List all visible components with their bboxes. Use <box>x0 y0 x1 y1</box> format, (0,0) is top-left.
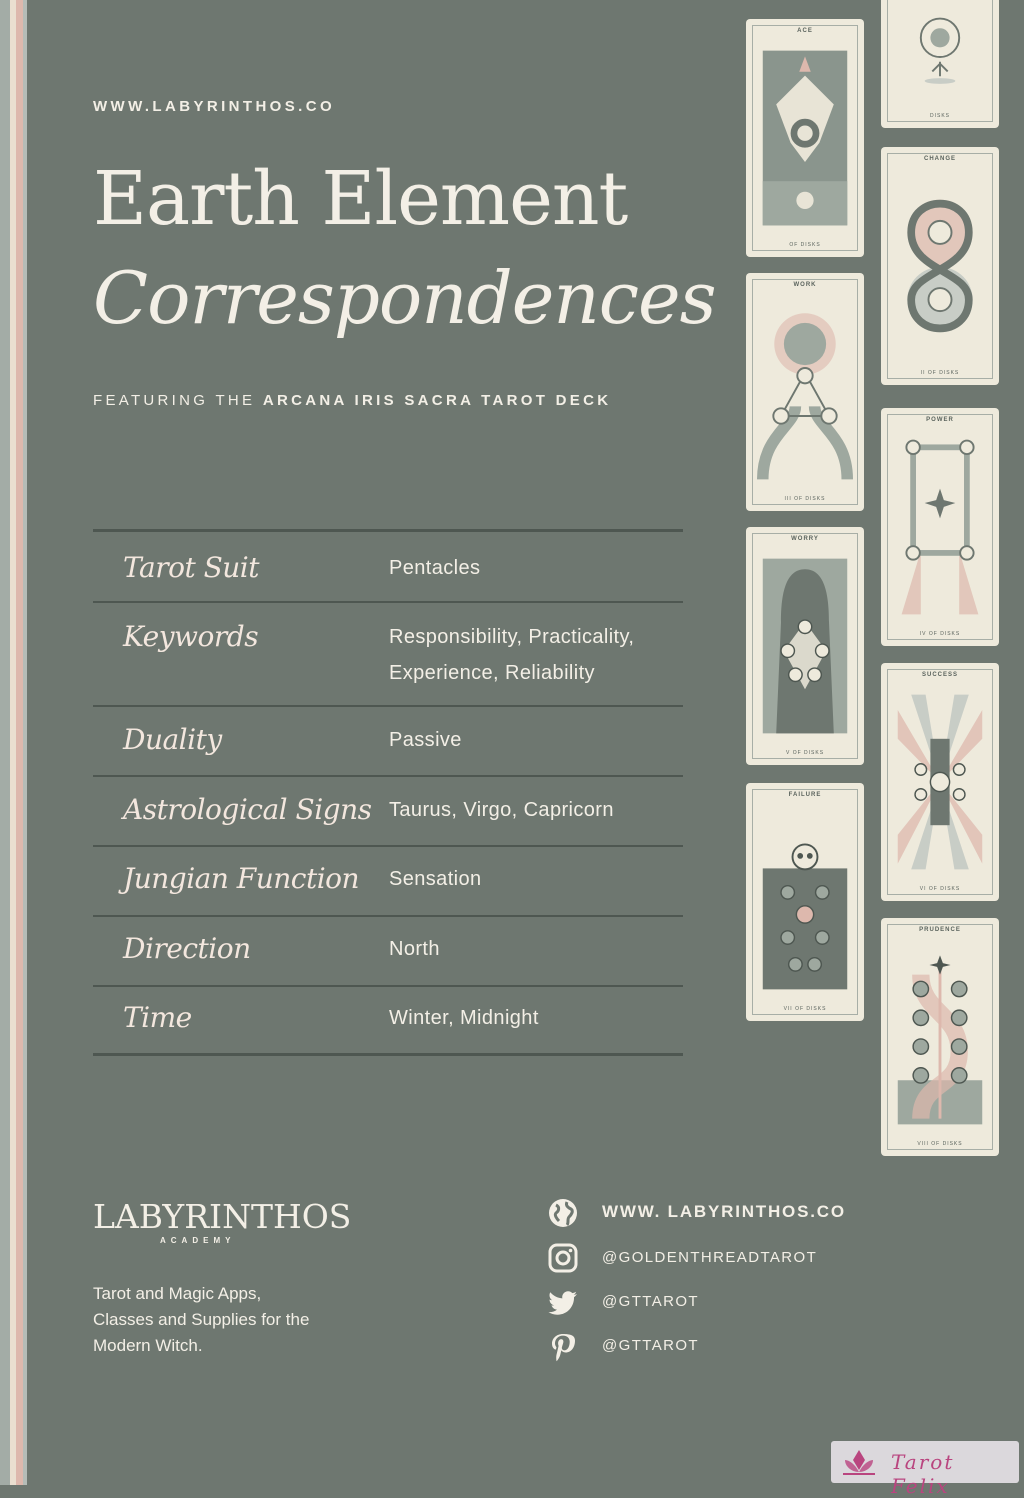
card-footer: III OF DISKS <box>784 496 826 502</box>
card-title: FAILURE <box>788 792 822 798</box>
card-art-change <box>892 158 988 374</box>
page-title-line1: Earth Element <box>93 156 628 242</box>
featuring-line <box>93 392 611 409</box>
row-value <box>389 550 480 586</box>
row-value <box>389 1000 539 1036</box>
card-art-work <box>757 284 853 500</box>
card-footer: V OF DISKS <box>785 750 825 756</box>
card-footer: VIII OF DISKS <box>917 1141 963 1147</box>
card-footer: IV OF DISKS <box>919 631 961 637</box>
tarot-card-worry <box>746 527 864 765</box>
tarot-card-power <box>881 408 999 646</box>
website-link[interactable]: WWW. LABYRINTHOS.CO <box>602 1202 846 1221</box>
card-art-prudence <box>892 929 988 1145</box>
table-row <box>93 917 683 987</box>
value-line: Sensation <box>389 868 482 890</box>
card-title: PRUDENCE <box>919 927 961 933</box>
value-line: Experience, Reliability <box>389 662 595 684</box>
correspondence-table <box>93 529 683 1056</box>
card-title: ACE <box>797 28 813 34</box>
tarot-card-change <box>881 147 999 385</box>
table-row <box>93 603 683 707</box>
value-line: North <box>389 938 440 960</box>
card-footer: II OF DISKS <box>920 370 960 376</box>
card-footer: OF DISKS <box>789 242 821 248</box>
tarot-card-success <box>881 663 999 901</box>
card-art-failure <box>757 794 853 1010</box>
card-title: CHANGE <box>923 156 956 162</box>
twitter-icon <box>547 1287 579 1319</box>
site-url[interactable]: WWW.LABYRINTHOS.CO <box>93 98 336 115</box>
tarot-card-failure <box>746 783 864 1021</box>
pinterest-handle[interactable]: @GTTAROT <box>602 1337 699 1354</box>
card-art-worry <box>757 538 853 754</box>
tarot-card-prudence <box>881 918 999 1156</box>
featuring-deck: ARCANA IRIS SACRA TAROT DECK <box>262 392 612 409</box>
twitter-handle[interactable]: @GTTAROT <box>602 1293 699 1310</box>
card-title: WORRY <box>791 536 819 542</box>
tarot-card-disks <box>881 0 999 128</box>
card-art-success <box>892 674 988 890</box>
card-title: WORK <box>793 282 817 288</box>
tagline-line: Tarot and Magic Apps, <box>93 1284 262 1303</box>
page-title-line2: Correspondences <box>93 256 716 340</box>
card-footer: VII OF DISKS <box>783 1006 827 1012</box>
instagram-handle[interactable]: @GOLDENTHREADTAROT <box>602 1249 818 1266</box>
watermark <box>831 1441 1019 1498</box>
row-label: Direction <box>123 932 251 965</box>
row-value <box>389 861 482 897</box>
table-row <box>93 707 683 777</box>
row-label: Astrological Signs <box>123 793 372 826</box>
pinterest-icon <box>547 1331 579 1363</box>
row-value <box>389 722 462 758</box>
featuring-prefix: FEATURING THE <box>93 392 263 409</box>
logo-subtitle: ACADEMY <box>160 1236 236 1245</box>
card-title: POWER <box>926 417 954 423</box>
tarot-card-ace <box>746 19 864 257</box>
table-row <box>93 532 683 603</box>
value-line: Passive <box>389 729 462 751</box>
card-art-disks <box>892 0 988 117</box>
row-label: Duality <box>123 723 222 756</box>
table-row <box>93 777 683 847</box>
tagline <box>93 1281 333 1359</box>
value-line: Responsibility, Practicality, <box>389 626 635 648</box>
tagline-line: Modern Witch. <box>93 1336 203 1355</box>
table-row <box>93 847 683 917</box>
row-label: Keywords <box>123 620 259 653</box>
globe-icon <box>547 1197 579 1229</box>
labyrinthos-logo: LABYRINTHOS <box>93 1197 352 1236</box>
edge-stripe-light <box>23 0 27 1485</box>
tarot-card-work <box>746 273 864 511</box>
edge-stripe-pink <box>16 0 23 1485</box>
watermark-text: Tarot Felix <box>891 1450 955 1498</box>
card-footer: DISKS <box>929 113 950 119</box>
value-line: Pentacles <box>389 557 481 579</box>
table-row <box>93 987 683 1053</box>
row-value <box>389 931 440 967</box>
row-label: Tarot Suit <box>123 551 260 584</box>
card-art-ace <box>757 30 853 246</box>
instagram-icon <box>547 1242 579 1274</box>
card-title: SUCCESS <box>921 672 958 678</box>
row-label: Jungian Function <box>123 862 360 895</box>
row-value <box>389 619 634 691</box>
value-line: Taurus, Virgo, Capricorn <box>389 799 614 821</box>
row-label: Time <box>123 1001 192 1034</box>
value-line: Winter, Midnight <box>389 1007 539 1029</box>
lotus-icon <box>839 1446 879 1478</box>
row-value <box>389 792 614 828</box>
tagline-line: Classes and Supplies for the <box>93 1310 310 1329</box>
card-footer: VI OF DISKS <box>919 886 961 892</box>
card-art-power <box>892 419 988 635</box>
edge-stripe-gray <box>0 0 10 1485</box>
